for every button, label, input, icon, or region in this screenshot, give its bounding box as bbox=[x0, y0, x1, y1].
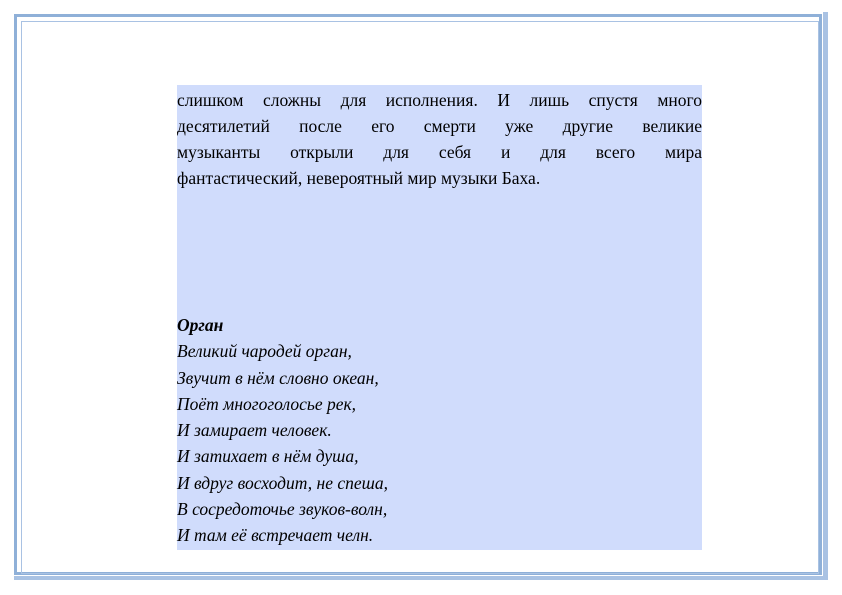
paragraph-line: фантастический, невероятный мир музыки Баха. bbox=[177, 168, 541, 188]
poem-line: В сосредоточье звуков-волн, bbox=[177, 499, 388, 520]
poem-line: Поёт многоголосье рек, bbox=[177, 393, 357, 414]
paragraph bbox=[177, 87, 702, 191]
paragraph-line: десятилетий после его смерти уже другие великие bbox=[177, 116, 702, 136]
text-box bbox=[177, 85, 702, 550]
paragraph-line: слишком сложны для исполнения. И лишь спустя много bbox=[177, 90, 702, 110]
poem-title: Орган bbox=[177, 315, 224, 335]
poem-line: Великий чародей орган, bbox=[177, 341, 352, 362]
frame-shadow-bottom bbox=[14, 576, 828, 580]
poem-line: И замирает человек. bbox=[177, 420, 332, 441]
poem-line: И затихает в нём душа, bbox=[177, 446, 359, 467]
frame-shadow-right bbox=[823, 12, 828, 578]
poem-line: И там её встречает челн. bbox=[177, 525, 374, 546]
poem-line: Звучит в нём словно океан, bbox=[177, 367, 379, 388]
paragraph-line: музыканты открыли для себя и для всего мира bbox=[177, 142, 702, 162]
poem-line: И вдруг восходит, не спеша, bbox=[177, 472, 388, 493]
poem bbox=[177, 312, 702, 549]
